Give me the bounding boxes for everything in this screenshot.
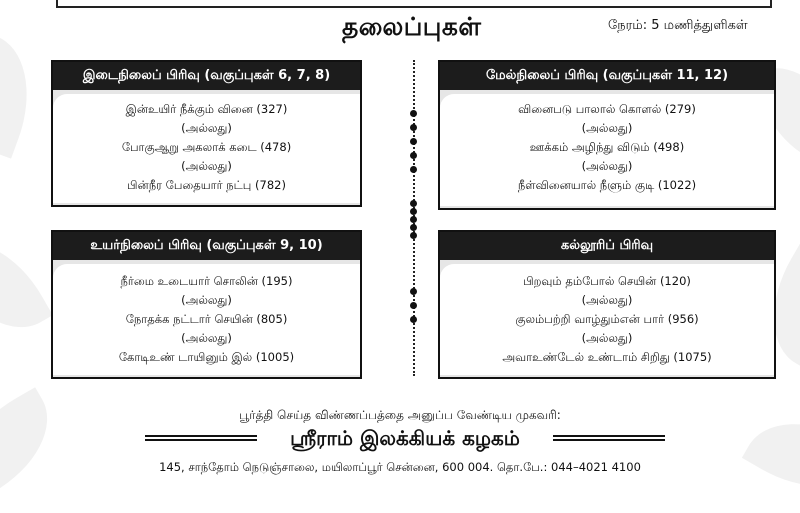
category-card-middle-school xyxy=(51,60,362,207)
card-body xyxy=(440,94,774,206)
divider-dot xyxy=(410,152,417,159)
card-heading: இடைநிலைப் பிரிவு (வகுப்புகள் 6, 7, 8) xyxy=(53,62,360,90)
category-card-high-school xyxy=(51,230,362,379)
topic-line: போகுஆறு அகலாக் கடை (478) xyxy=(121,140,292,154)
postal-address: 145, சாந்தோம் நெடுஞ்சாலை, மயிலாப்பூர் சென்னை, 600 004. தொ.பே.: 044–4021 4100 xyxy=(159,460,641,474)
topic-line: வினைபடு பாலால் கொளல் (279) xyxy=(518,102,696,116)
separator-line: (அல்லது) xyxy=(581,331,633,345)
divider-dot xyxy=(410,288,417,295)
topic-line: நீர்மை உடையார் சொலின் (195) xyxy=(120,274,293,288)
address-note: பூர்த்தி செய்த விண்ணப்பத்தை அனுப்ப வேண்டிய முகவரி: xyxy=(239,408,561,422)
card-body xyxy=(53,94,360,203)
divider-dot xyxy=(410,232,417,239)
decorative-leaf xyxy=(0,31,49,158)
separator-line: (அல்லது) xyxy=(181,159,232,173)
separator-line: (அல்லது) xyxy=(181,331,232,345)
topic-line: நோதக்க நட்டார் செயின் (805) xyxy=(125,312,288,326)
topic-line: பிறவும் தம்போல் செயின் (120) xyxy=(523,274,691,288)
divider-dot xyxy=(410,216,417,223)
page-title: தலைப்புகள் xyxy=(342,12,482,41)
topic-line: கோடிஉண் டாயினும் இல் (1005) xyxy=(118,350,295,364)
card-body xyxy=(440,264,774,375)
divider-dot xyxy=(410,224,417,231)
organisation-banner xyxy=(145,426,665,452)
divider-dot xyxy=(410,110,417,117)
separator-line: (அல்லது) xyxy=(581,121,633,135)
organisation-name: ஸ்ரீராம் இலக்கியக் கழகம் xyxy=(290,426,520,450)
topic-line: இன்உயிர் நீக்கும் வினை (327) xyxy=(125,102,288,116)
separator-line: (அல்லது) xyxy=(581,293,633,307)
topic-line: பின்நீர பேதையார் நட்பு (782) xyxy=(127,178,286,192)
topic-line: ஊக்கம் அழிந்து விடும் (498) xyxy=(529,140,685,154)
card-heading: உயர்நிலைப் பிரிவு (வகுப்புகள் 9, 10) xyxy=(53,232,360,260)
divider-dot xyxy=(410,124,417,131)
category-card-college xyxy=(438,230,776,379)
decorative-leaf xyxy=(0,387,70,503)
divider-dot xyxy=(410,302,417,309)
card-heading: மேல்நிலைப் பிரிவு (வகுப்புகள் 11, 12) xyxy=(440,62,774,90)
topic-line: குலம்பற்றி வாழ்தும்என் பார் (956) xyxy=(515,312,699,326)
topic-line: அவாஉண்டேல் உண்டாம் சிறிது (1075) xyxy=(502,350,712,364)
decorative-leaf xyxy=(0,220,53,350)
divider-dot xyxy=(410,316,417,323)
banner-rule-right xyxy=(553,435,665,441)
divider-dot xyxy=(410,200,417,207)
top-border xyxy=(56,0,772,8)
duration-text: நேரம்: 5 மணித்துளிகள் xyxy=(608,18,748,33)
topic-line: நீள்வினையால் நீளும் குடி (1022) xyxy=(517,178,697,192)
separator-line: (அல்லது) xyxy=(181,293,232,307)
card-heading: கல்லூரிப் பிரிவு xyxy=(440,232,774,260)
separator-line: (அல்லது) xyxy=(181,121,232,135)
divider-dot xyxy=(410,166,417,173)
divider-dot xyxy=(410,138,417,145)
category-card-higher-secondary xyxy=(438,60,776,210)
divider-dot xyxy=(410,208,417,215)
card-body xyxy=(53,264,360,375)
separator-line: (அல்லது) xyxy=(581,159,633,173)
